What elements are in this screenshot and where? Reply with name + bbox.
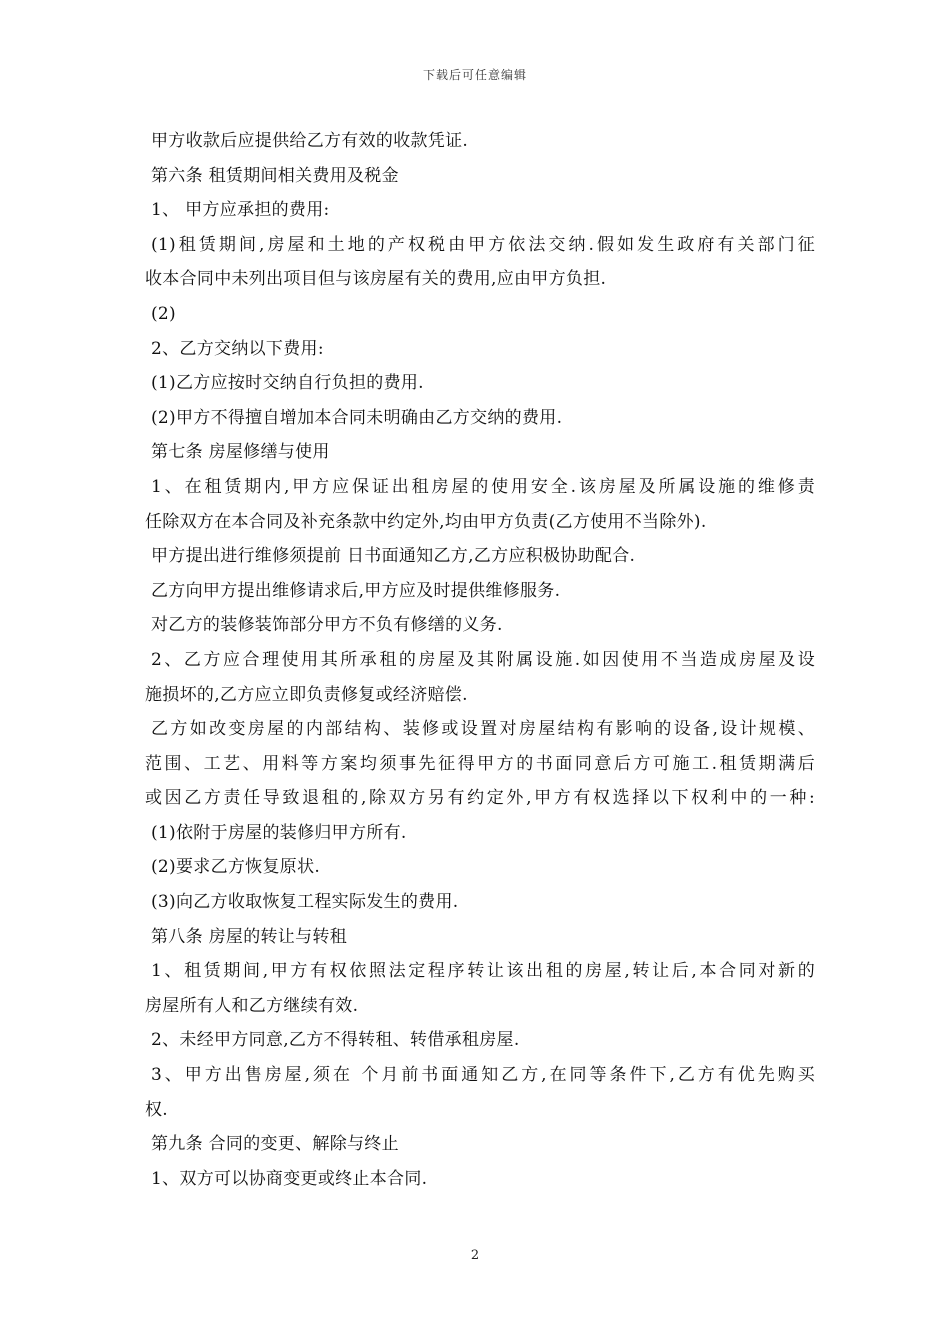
text-line: (2)	[151, 303, 176, 324]
text-line: 收本合同中未列出项目但与该房屋有关的费用,应由甲方负担.	[145, 269, 607, 290]
text-line: 乙方如改变房屋的内部结构、装修或设置对房屋结构有影响的设备,设计规模、	[151, 719, 815, 740]
text-line: 施损坏的,乙方应立即负责修复或经济赔偿.	[145, 684, 468, 705]
section-heading: 第八条 房屋的转让与转租	[151, 926, 348, 947]
text-line: 权.	[145, 1099, 169, 1120]
text-line: (1)乙方应按时交纳自行负担的费用.	[151, 373, 424, 394]
text-line: (2)要求乙方恢复原状.	[151, 857, 321, 878]
text-line: (3)向乙方收取恢复工程实际发生的费用.	[151, 892, 459, 913]
section-heading: 第九条 合同的变更、解除与终止	[151, 1134, 399, 1155]
text-line: 1、租赁期间,甲方有权依照法定程序转让该出租的房屋,转让后,本合同对新的	[151, 961, 815, 982]
text-line: 房屋所有人和乙方继续有效.	[145, 995, 359, 1016]
text-line: 乙方向甲方提出维修请求后,甲方应及时提供维修服务.	[151, 580, 561, 601]
text-line: 2、乙方交纳以下费用:	[151, 338, 324, 359]
page-header: 下载后可任意编辑	[422, 68, 527, 82]
text-line: 对乙方的装修装饰部分甲方不负有修缮的义务.	[151, 615, 503, 636]
page-number: 2	[470, 1248, 480, 1263]
text-line: 任除双方在本合同及补充条款中约定外,均由甲方负责(乙方使用不当除外).	[145, 511, 707, 532]
text-line: 范围、工艺、用料等方案均须事先征得甲方的书面同意后方可施工.租赁期满后	[145, 753, 815, 774]
section-heading: 第七条 房屋修缮与使用	[151, 442, 330, 463]
text-line: 3、甲方出售房屋,须在 个月前书面通知乙方,在同等条件下,乙方有优先购买	[151, 1065, 815, 1086]
text-line: 2、未经甲方同意,乙方不得转租、转借承租房屋.	[151, 1030, 520, 1051]
text-line: 或因乙方责任导致退租的,除双方另有约定外,甲方有权选择以下权利中的一种:	[145, 788, 815, 809]
text-line: 1、双方可以协商变更或终止本合同.	[151, 1168, 428, 1189]
section-heading: 第六条 租赁期间相关费用及税金	[151, 165, 399, 186]
text-line: (1)依附于房屋的装修归甲方所有.	[151, 822, 407, 843]
text-line: (1)租赁期间,房屋和土地的产权税由甲方依法交纳.假如发生政府有关部门征	[151, 234, 815, 255]
text-line: 甲方提出进行维修须提前 日书面通知乙方,乙方应积极协助配合.	[151, 546, 636, 567]
text-line: 1、 甲方应承担的费用:	[151, 200, 330, 221]
text-line: 1、在租赁期内,甲方应保证出租房屋的使用安全.该房屋及所属设施的维修责	[151, 476, 815, 497]
text-line: 2、乙方应合理使用其所承租的房屋及其附属设施.如因使用不当造成房屋及设	[151, 649, 815, 670]
document-body	[145, 124, 815, 1196]
text-line: 甲方收款后应提供给乙方有效的收款凭证.	[151, 131, 469, 151]
text-line: (2)甲方不得擅自增加本合同未明确由乙方交纳的费用.	[151, 407, 563, 428]
